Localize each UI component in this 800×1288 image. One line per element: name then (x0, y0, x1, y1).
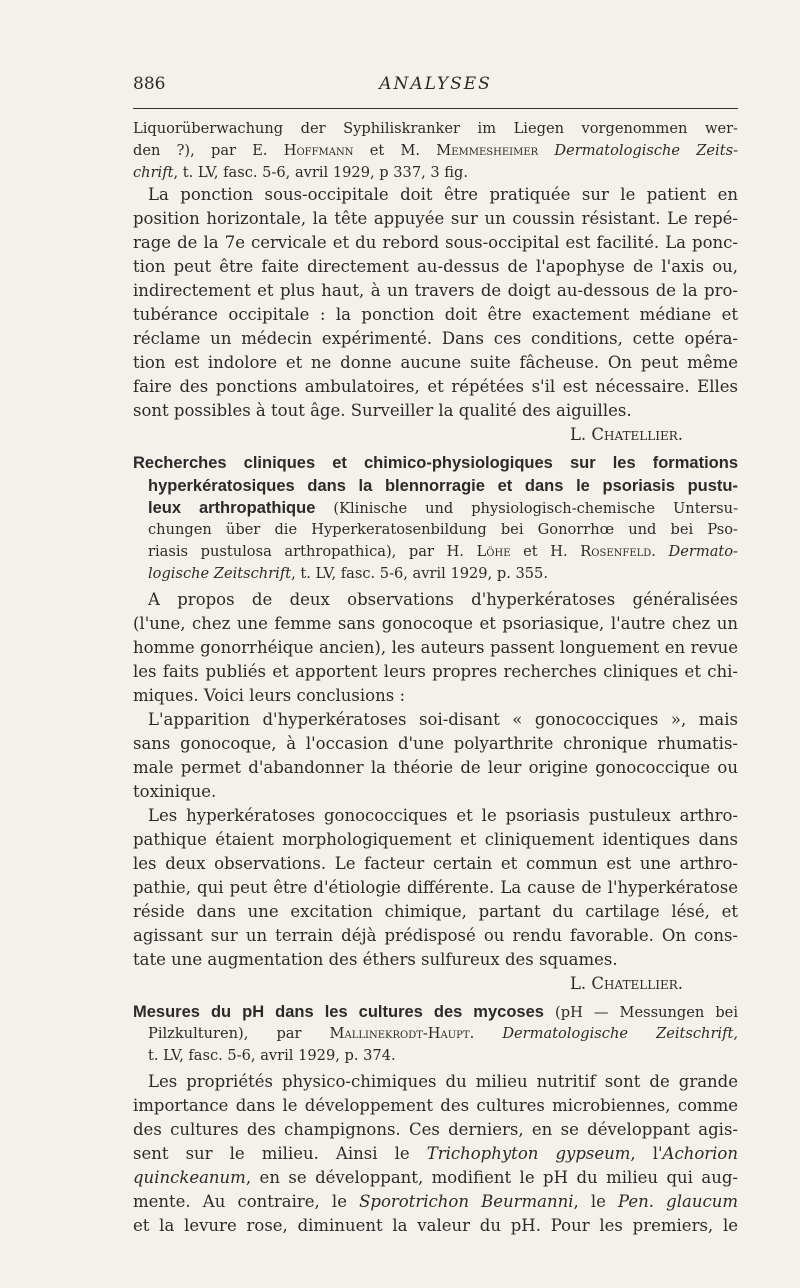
text-line: male permet d'abandonner la théorie de leur origine gonococcique ou (133, 758, 738, 777)
text-line: Mesures du pH dans les cultures des mycoses (pH — Messungen bei (133, 1003, 738, 1021)
text-line: t. LV, fasc. 5-6, avril 1929, p. 374. (148, 1047, 396, 1064)
text-line: sent sur le milieu. Ainsi le Trichophyton gypseum, l'Achorion (133, 1144, 738, 1163)
text-line: Pilzkulturen), par Mallinekrodt-Haupt. Dermatologische Zeitschrift, (148, 1025, 738, 1042)
text-line: L'apparition d'hyperkératoses soi-disant « gonococciques », mais (148, 710, 738, 729)
text-line: homme gonorrhéique ancien), les auteurs passent longuement en revue (133, 638, 738, 657)
text-line: les faits publiés et apportent leurs propres recherches cliniques et chi- (133, 662, 738, 681)
text-line: tion est indolore et ne donne aucune suite fâcheuse. On peut même (133, 353, 738, 372)
page-header (133, 74, 738, 98)
text-line: chungen über die Hyperkeratosenbildung bei Gonorrhœ und bei Pso- (148, 521, 738, 538)
text-line: quinckeanum, en se développant, modifient le pH du milieu qui aug- (133, 1168, 738, 1187)
text-line: réclame un médecin expérimenté. Dans ces conditions, cette opéra- (133, 329, 738, 348)
text-line: pathie, qui peut être d'étiologie différente. La cause de l'hyperkératose (133, 878, 738, 897)
text-line: sans gonocoque, à l'occasion d'une polyarthrite chronique rhumatis- (133, 734, 738, 753)
text-line: rage de la 7e cervicale et du rebord sous-occipital est facilité. La ponc- (133, 233, 738, 252)
text-line: agissant sur un terrain déjà prédisposé ou rendu favorable. On cons- (133, 926, 738, 945)
text-line: logische Zeitschrift, t. LV, fasc. 5-6, avril 1929, p. 355. (148, 565, 548, 582)
text-line: Les hyperkératoses gonococciques et le psoriasis pustuleux arthro- (148, 806, 738, 825)
text-line: tubérance occipitale : la ponction doit être exactement médiane et (133, 305, 738, 324)
text-line: A propos de deux observations d'hyperkératoses généralisées (148, 590, 738, 609)
text-line: Les propriétés physico-chimiques du milieu nutritif sont de grande (148, 1072, 738, 1091)
page-number: 886 (133, 74, 166, 94)
text-line: miques. Voici leurs conclusions : (133, 686, 406, 705)
text-line: Liquorüberwachung der Syphiliskranker im Liegen vorgenommen wer- (133, 120, 738, 137)
text-line: tate une augmentation des éthers sulfureux des squames. (133, 950, 618, 969)
text-line: et la levure rose, diminuent la valeur du pH. Pour les premiers, le (133, 1216, 738, 1235)
text-line: des cultures des champignons. Ces derniers, en se développant agis- (133, 1120, 738, 1139)
text-line: leux arthropathique (Klinische und physiologisch-chemische Untersu- (148, 499, 738, 517)
text-line: indirectement et plus haut, à un travers de doigt au-dessous de la pro- (133, 281, 738, 300)
text-line: faire des ponctions ambulatoires, et répétées s'il est nécessaire. Elles (133, 377, 738, 396)
header-rule (133, 108, 738, 109)
author-signature: L. Chatellier. (569, 974, 683, 993)
running-title: ANALYSES (379, 74, 492, 94)
text-line: réside dans une excitation chimique, partant du cartilage lésé, et (133, 902, 738, 921)
text-line: pathique étaient morphologiquement et cliniquement identiques dans (133, 830, 738, 849)
text-line: La ponction sous-occipitale doit être pratiquée sur le patient en (148, 185, 738, 204)
text-line: riasis pustulosa arthropathica), par H. Löhe et H. Rosenfeld. Dermato- (148, 543, 738, 560)
text-line: chrift, t. LV, fasc. 5-6, avril 1929, p 337, 3 fig. (133, 164, 469, 181)
text-line: mente. Au contraire, le Sporotrichon Beurmanni, le Pen. glaucum (133, 1192, 738, 1211)
text-line: (l'une, chez une femme sans gonocoque et psoriasique, l'autre chez un (133, 614, 738, 633)
article-title: hyperkératosiques dans la blennorragie et dans le psoriasis pustu- (148, 477, 738, 495)
text-line: tion peut être faite directement au-dessus de l'apophyse de l'axis ou, (133, 257, 738, 276)
text-line: sont possibles à tout âge. Surveiller la qualité des aiguilles. (133, 401, 632, 420)
text-line: les deux observations. Le facteur certain et commun est une arthro- (133, 854, 738, 873)
author-signature: L. Chatellier. (569, 425, 683, 444)
text-line: den ?), par E. Hoffmann et M. Memmesheimer Dermatologische Zeits- (133, 142, 739, 159)
text-line: position horizontale, la tête appuyée sur un coussin résistant. Le repé- (133, 209, 738, 228)
text-line: toxinique. (133, 782, 217, 801)
text-line: importance dans le développement des cultures microbiennes, comme (133, 1096, 738, 1115)
article-title: Recherches cliniques et chimico-physiologiques sur les formations (133, 454, 738, 472)
